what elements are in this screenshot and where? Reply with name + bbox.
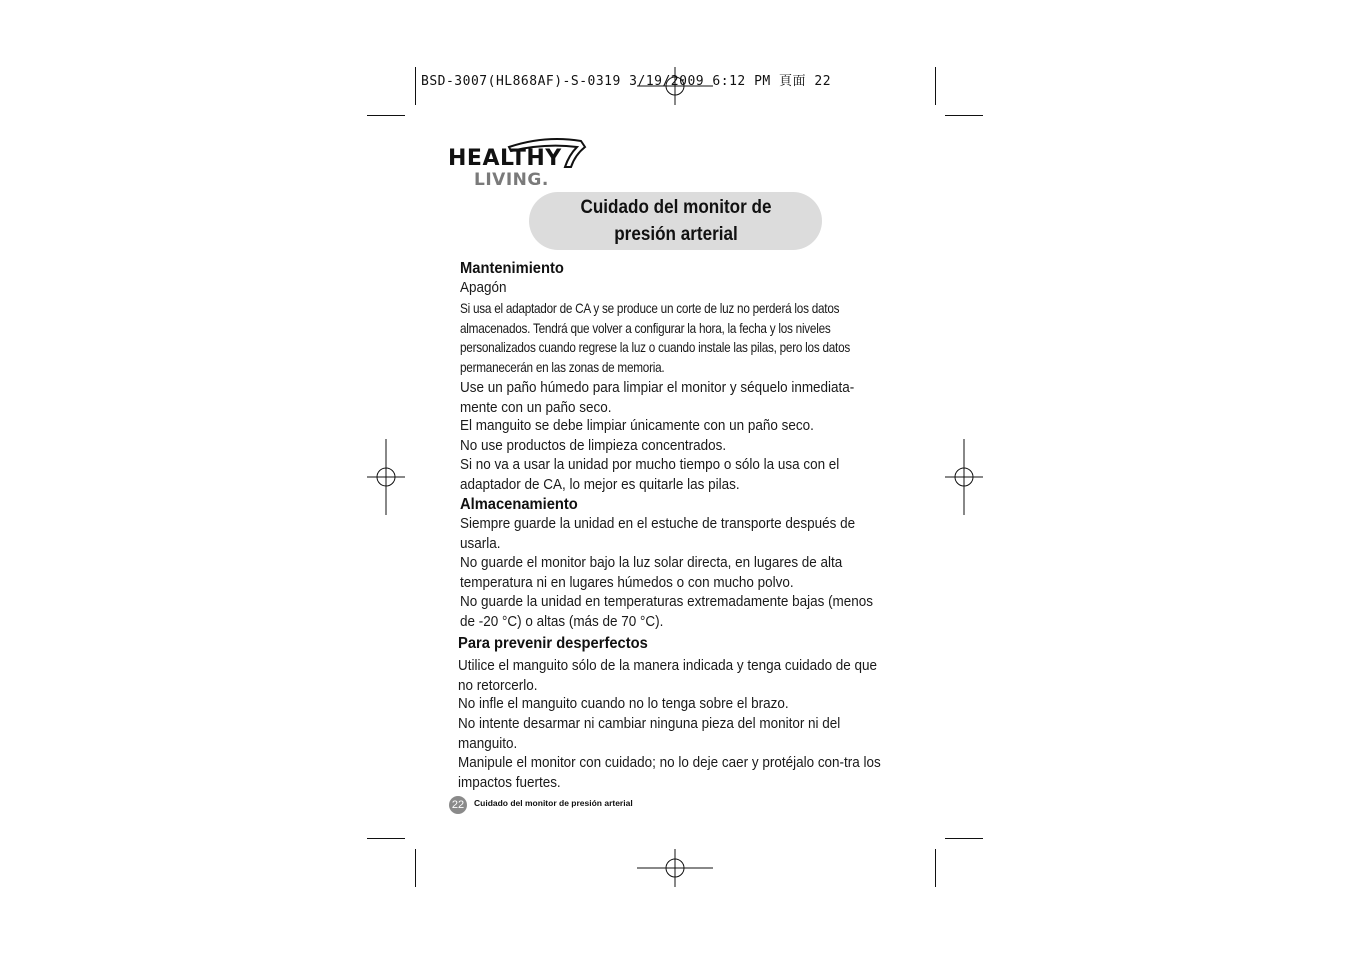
section-heading-almacenamiento: Almacenamiento: [460, 496, 578, 513]
page-number-badge: 22: [449, 796, 467, 814]
page-title: [529, 192, 822, 250]
paragraph: Siempre guarde la unidad en el estuche de transporte después de usarla.: [460, 516, 856, 552]
paragraph: El manguito se debe limpiar únicamente con un paño seco.: [460, 418, 814, 434]
section-heading-prevenir: Para prevenir desperfectos: [458, 635, 648, 652]
paragraph: Manipule el monitor con cuidado; no lo deje caer y protéjalo con-tra los impactos fuertes.: [458, 755, 881, 791]
paragraph: Si usa el adaptador de CA y se produce un corte de luz no perderá los datos almacenados. Tendrá que volver a configurar la hora, la fecha y los niveles personalizados cuando regrese la luz o cuando instale las pilas, pero los datos permanecerán en las zonas de memoria.: [460, 300, 850, 375]
paragraph: Si no va a usar la unidad por mucho tiempo o sólo la usa con el adaptador de CA, lo mejor es quitarle las pilas.: [460, 457, 840, 493]
paragraph: No intente desarmar ni cambiar ninguna pieza del monitor ni del manguito.: [458, 716, 841, 752]
paragraph: No use productos de limpieza concentrados.: [460, 438, 727, 454]
logo-living-text: LIVING.: [474, 170, 549, 190]
section-heading-mantenimiento: Mantenimiento: [460, 260, 564, 277]
paragraph: No guarde la unidad en temperaturas extremadamente bajas (menos de -20 °C) o altas (más de 70 °C).: [460, 594, 874, 630]
paragraph: No guarde el monitor bajo la luz solar directa, en lugares de alta temperatura ni en lugares húmedos o con mucho polvo.: [460, 555, 843, 591]
paragraph: Utilice el manguito sólo de la manera indicada y tenga cuidado de que no retorcerlo.: [458, 658, 878, 694]
subheading-apagon: Apagón: [460, 280, 507, 296]
print-slug: BSD-3007(HL868AF)-S-0319 3/19/2009 6:12 PM 頁面 22: [421, 74, 832, 89]
footer-title: Cuidado del monitor de presión arterial: [474, 798, 633, 808]
paragraph: Use un paño húmedo para limpiar el monitor y séquelo inmediata-mente con un paño seco.: [460, 380, 855, 416]
page-title-text: Cuidado del monitor de presión arterial: [580, 197, 771, 245]
paragraph: No infle el manguito cuando no lo tenga sobre el brazo.: [458, 696, 789, 712]
logo-healthy-text: HEALTHY: [448, 146, 562, 171]
